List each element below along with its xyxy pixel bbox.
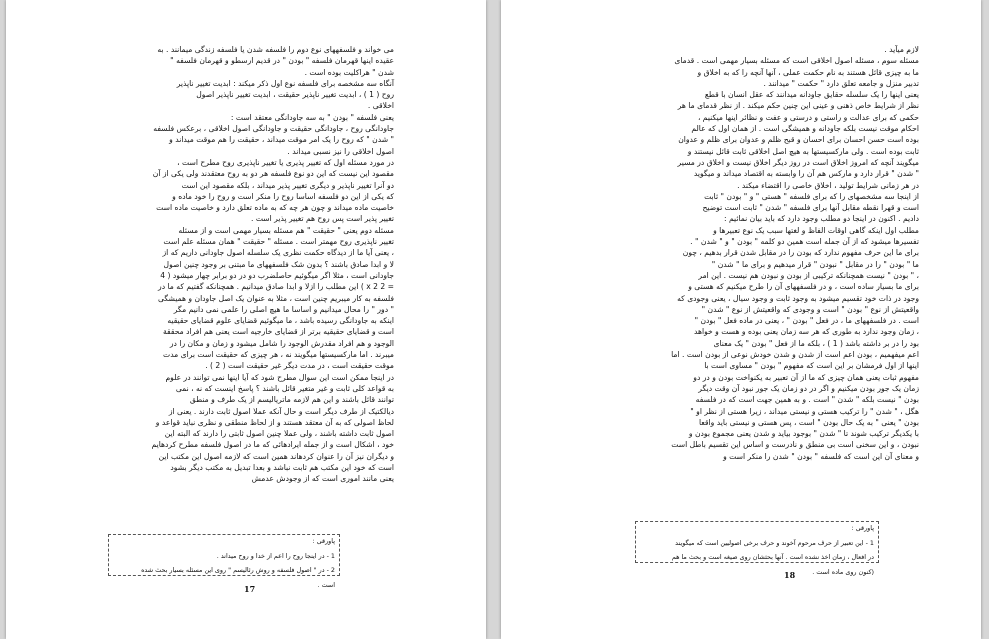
text-line: مفهوم ثبات یعنی همان چیزی که ما از آن تعبیر به یکنواخت بودن و در دو (693, 372, 919, 382)
page-number: 18 (784, 570, 796, 580)
text-line: تدبیر منزل و جامعه تعلق دارد " حکمت " میدانند . (763, 78, 919, 88)
text-line: مقصود این نیست که این دو نوع فلسفه هر دو به روح معتقدند ولی یکی از آن (152, 169, 394, 179)
text-line: آنگاه سه مشخصه برای فلسفه نوع اول ذکر میکند : ابدیت تغییر ناپذیر (176, 78, 394, 88)
text-line: " شدن " که روح را یک امر موقت میداند ، حقیقت را هم موقت میداند و (169, 135, 394, 145)
text-line: برای ما این حرف مفهوم ندارد که بودن را در مقابل شدن قرار بدهیم ، چون (682, 248, 919, 258)
text-line: می خواند و فلسفههای نوع دوم را فلسفه شدن یا فلسفه زندگی میمانند . به (157, 45, 394, 54)
text-line: واقعیتش از نوع " بودن " است و وجودی که واقعیتش از نوع " شدن " (701, 304, 919, 314)
text-line: عقیده اینها قهرمان فلسفه " بودن " در قدیم ارسطو و قهرمان فلسفه " (170, 56, 394, 66)
text-line: نبودن ، و این سخنی است بی منطق و نادرست و اساس این تقسیم باطل است (671, 440, 919, 450)
text-line: دادیم . اکنون در اینجا دو مطلب وجود دارد که باید بیان نمائیم : (724, 214, 919, 224)
right-page (501, 0, 981, 639)
text-line: ، " بودن " نیست همچنانکه ترکیبی از بودن و نبودن هم نیست . این امر (698, 270, 919, 280)
text-line: احکام موقت نیست بلکه جاودانه و همیشگی است . از همان اول که عالم (691, 124, 919, 134)
text-line: بوده است حسن احسان برای احسان و قبح ظلم و عدوان برای ظلم و عدوان (678, 135, 919, 145)
text-line: یعنی مانند اموری است که از وجودش عدمش (251, 474, 394, 484)
text-line: تفسیرها میشود که از آن جمله است همین دو کلمه " بودن " و " شدن " . (690, 237, 919, 247)
text-line: با یکدیگر ترکیب شوند تا " شدن " بوجود بیاید و شدن یعنی مجموع بودن و (688, 429, 919, 439)
text-line: " دور " را محال میدانیم و اساسا ما هیچ اصلی را علمی نمی دانیم مگر (173, 304, 394, 314)
text-line: هگل ، " شدن " را ترکیب هستی و نیستی میداند ، زیرا هستی از نظر او " (690, 406, 919, 416)
text-line: به قواعد کلی ثابت و غیر متغیر قائل باشند ؟ پاسخ اینست که نه ، نمی (175, 383, 394, 393)
text-line: برای ما بسیار ساده است ، و در فلسفههای آن را طرح میکنیم که هستی و (688, 282, 919, 292)
text-line: دو آنرا تغییر ناپذیر و دیگری تغییر پذیر میداند ، بلکه مقصود این است (181, 180, 394, 190)
text-line: جاودانگی روح ، جاودانگی حقیقت و جاودانگی اصول اخلاقی ، برعکس فلسفه (153, 124, 394, 134)
text-line: است . (317, 580, 335, 589)
text-line: وجود در ذات خود تقسیم میشود به وجود ثابت و وجود سیال ، یعنی وجودی که (677, 293, 919, 303)
text-line: اعم میفهمیم ، بودن اعم است از شدن و شدن خودش نوعی از بودن است . اما (671, 350, 919, 360)
text-line: حکمی که برای عدالت و راستی و درستی و عفت و نظائر اینها میکنیم ، (697, 112, 919, 122)
text-line: بودن " نیست بلکه " شدن " است . و به همین جهت است که در فلسفه (695, 395, 919, 405)
text-line: 1 - این تعبیر از حرف مرحوم آخوند و حرف برخی اصولیین است که میگویند (675, 538, 874, 547)
text-line: در هر زمانی شرایط تولید ، اخلاق خاصی را اقتضاء میکند . (737, 180, 919, 190)
text-line: اینکه به جاودانگی رسیده باشد ، ما میگوئیم قضایای علوم قضایای حقیقیه (167, 316, 394, 326)
text-line: اصول ثابت داشته باشند ، ولی عملا چنین اصول ثابتی را دارند که البته این (164, 429, 394, 439)
text-line: ، زمان وجود ندارد به طوری که هر سه زمان یعنی بوده و هست و خواهد (694, 327, 919, 337)
text-line: ثابت بوده است . ولی مارکسیستها به هیچ اصل اخلاقی ثابت قائل نیستند و (687, 146, 919, 156)
text-line: موقت حقیقت است ، در مدت دیگر غیر حقیقت است ( 2 ) . (205, 361, 394, 371)
text-line: لحاظ اصولی که به آن معتقد هستند و از لحاظ منطقی و نظری نباید قواعد و (155, 417, 394, 427)
text-line: شدن " هراکلیت بوده است . (304, 67, 394, 77)
text-line: روح ( 1 ) ، ابدیت تغییر ناپذیر حقیقت ، ابدیت تغییر ناپذیر اصول (196, 90, 394, 100)
text-line: در اینجا ممکن است این سوال مطرح شود که آیا اینها نمی توانند در علوم (165, 372, 394, 382)
text-line: خود ، اشکال است و از جمله ایرادهائی که ما در اصول فلسفه مطرح کردهایم (151, 440, 394, 450)
text-line: اینها از اول فرمشان بر این است که مفهوم " بودن " مساوی است با (704, 361, 919, 371)
text-line: بود را در بر داشته باشد ( 1 ) ، بلکه ما از فعل " بودن " یک معنای (713, 338, 919, 348)
text-line: است و قهرا نقطه مقابل آنها برای فلسفه " شدن " ثابت است توضیح (702, 203, 919, 213)
text-line: میبرند . اما مارکسیستها میگویند نه ، هر چیزی که حقیقت است برای مدت (163, 350, 394, 360)
text-line: الوجود و هم افراد مقدرش الوجود را شامل میشود و زمان و مکان را در (169, 338, 394, 348)
body-text (629, 44, 919, 462)
text-line: فلسفه به کار میبریم چنین است ، مثلا به عنوان یک اصل جاودان و همیشگی (158, 293, 394, 303)
text-line: خاصیت ماده میداند و چون هر چه که به ماده تعلق دارد و خاصیت ماده است (156, 203, 394, 213)
text-line: که یکی از این دو فلسفه اساسا روح را منکر است و روح را خود ماده و (172, 191, 394, 201)
body-text (104, 44, 394, 485)
footnote-lines (113, 552, 335, 589)
text-line: لا و ابدا صادق باشند ؟ بدون شک فلسفههای ما مبتنی بر وجود چنین اصول (163, 259, 394, 269)
text-line: 1 - در اینجا روح را اعم از خدا و روح میداند . (216, 551, 335, 560)
text-line: است . در فلسفههای ما ، در فعل " بودن " ، یعنی در ماده فعل " بودن " (694, 316, 919, 326)
text-line: از اینجا سه مشخصهای را که برای فلسفه " هستی " و " بودن " ثابت (704, 191, 919, 201)
page-number: 17 (244, 584, 256, 594)
text-line: 2 - در " اصول فلسفه و روش رئالیسم " روی این مسئله بسیار بحث شده (141, 566, 335, 575)
footnote-title: پاورقی : (312, 537, 335, 545)
text-line: مطلب اول اینکه گاهی اوقات الفاظ و لغتها سبب یک نوع تعبیرها و (713, 225, 919, 235)
footnote-title: پاورقی : (851, 524, 874, 532)
text-line: (کنون روی ماده است . (812, 567, 874, 576)
text-line: اصول اخلاقی را نیز نسبی میداند . (287, 146, 394, 156)
text-line: ما " بودن " را در مقابل " نبودن " قرار میدهیم و برای ما " شدن " (711, 259, 919, 269)
text-line: = 2 x 2 ) این مطلب را ازلا و ابدا صادق میدانیم . همچنانکه گفتیم که ما در (158, 282, 394, 292)
text-line: ما به چیزی قائل هستند به نام حکمت عملی ، آنها آنچه را که به اخلاق و (697, 67, 919, 77)
text-line: است که خود این مکتب هم ثابت نباشد و بعدا تبدیل به مکتب دیگر بشود (170, 462, 394, 472)
text-line: دیالکتیک از طرف دیگر است و حال آنکه عملا اصول ثابت دارند . یعنی از (168, 406, 394, 416)
text-line: جاودانی است ، مثلا اگر میگوئیم حاصلضرب دو در دو برابر چهار میشود ( 4 (160, 270, 394, 280)
text-line: زمان یک جور بودن میکنیم و اگر در دو زمان یک جور نبود آن وقت دیگر (698, 383, 919, 393)
text-line: بودن " یعنی " به یک حال بودن " است ، پس هستی و نیستی باید واقعا (698, 417, 919, 427)
text-line: توانند قائل باشند و این هم لازمه ماتریالیسم از یک طرف و منطق (189, 395, 394, 405)
text-line: تغییر پذیر است پس روح هم تغییر پذیر است . (251, 214, 394, 224)
text-line: مسئله دوم یعنی " حقیقت " هم مسئله بسیار مهمی است و از مسئله (178, 225, 394, 235)
text-line: میگویند آنچه که امروز اخلاق است در روز دیگر اخلاق نیست و اخلاق در مسیر (677, 157, 919, 167)
text-line: در مورد مسئله اول که تغییر پذیری یا تغییر ناپذیری روح مطرح است ، (177, 157, 394, 167)
text-line: و معنای آن این است که فلسفه " بودن " شدن را منکر است و (723, 451, 919, 461)
text-line: و دیگران نیز آن را عنوان کردهاند همین است که لازمه اصول این مکتب این (158, 451, 394, 461)
text-line: یعنی فلسفه " بودن " به سه جاودانگی معتقد است : (230, 112, 394, 122)
footnote-lines (640, 539, 874, 576)
text-line: است و قضایای حقیقیه برتر از قضایای خارجیه است یعنی هم افراد محققة (162, 327, 394, 337)
text-line: اخلاقی . (367, 101, 394, 111)
text-line: مسئله سوم ، مسئله اصول اخلاقی است که مسئله بسیار مهمی است . قدمای (674, 56, 919, 66)
text-line: تغییر ناپذیری روح مهمتر است . مسئله " حقیقت " همان مسئله علم است (163, 237, 394, 247)
text-line: ، یعنی آیا ما از دیدگاه حکمت نظری یک سلسله اصول جاودانی داریم که از (162, 248, 394, 258)
text-line: " شدن " قرار دارد و مارکس هم آن را وابسته به اقتصاد میداند و میگوید (693, 169, 919, 179)
text-line: نظر از شرایط خاص ذهنی و عینی این چنین حکم میکند . از نظر قدمای ما هر (677, 101, 919, 111)
left-page (6, 0, 486, 639)
text-line: در افعال ، زمان اخذ نشده است . آنها بحثشان روی صیغه است و بحث ما هم (671, 553, 874, 562)
text-line: یعنی اینها را یک سلسله حقایق جاودانه میدانند که عقل انسان با قطع (704, 90, 919, 100)
text-line: لازم میآید . (884, 45, 919, 54)
